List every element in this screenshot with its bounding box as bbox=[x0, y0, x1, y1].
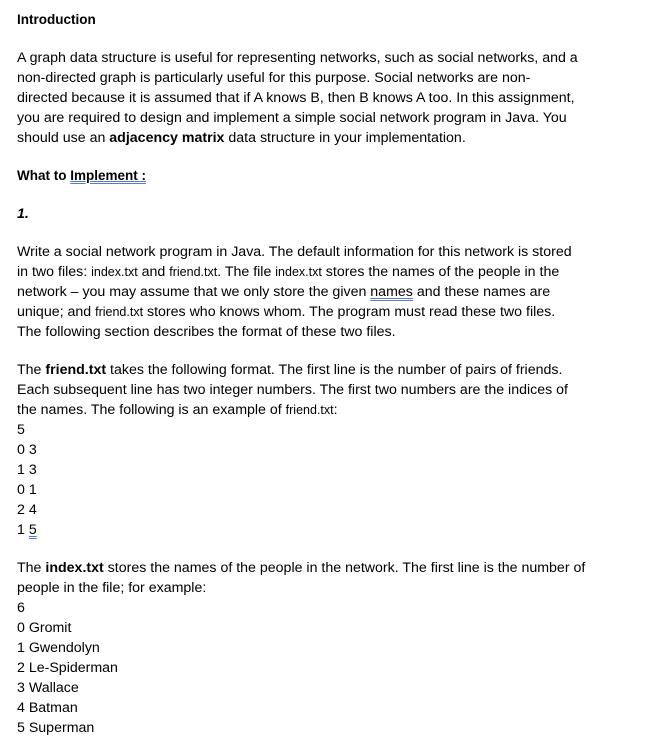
text-run: takes the following format. The first line is the number of pairs of friends. bbox=[106, 362, 563, 378]
heading-part-underlined: Implement : bbox=[70, 168, 147, 183]
intro-paragraph-line: directed because it is assumed that if A knows B, then B knows A too. In this assignment, bbox=[17, 90, 575, 106]
implement-paragraph-line: The following section describes the format of these two files. bbox=[17, 324, 396, 340]
text-run: network – you may assume that we only store the given bbox=[17, 284, 371, 300]
text-run: The bbox=[17, 362, 46, 378]
implement-paragraph-line: Write a social network program in Java. The default information for this network is stored bbox=[17, 244, 572, 260]
friend-paragraph-line bbox=[17, 400, 647, 420]
section-heading-what-to-implement bbox=[17, 166, 647, 186]
document-page bbox=[17, 10, 647, 738]
heading-part: What to bbox=[17, 168, 71, 183]
intro-paragraph-line: A graph data structure is useful for representing networks, such as social networks, and a bbox=[17, 50, 578, 66]
index-example-line: 0 Gromit bbox=[17, 620, 72, 636]
index-example-line: 2 Le-Spiderman bbox=[17, 660, 118, 676]
text-run: stores the names of the people in the bbox=[321, 264, 560, 280]
filename-index-bold: index.txt bbox=[45, 560, 104, 576]
list-item-number: 1. bbox=[17, 206, 29, 222]
friend-example-line: 2 4 bbox=[17, 502, 37, 518]
filename-index: index.txt bbox=[91, 265, 138, 279]
implement-paragraph-line bbox=[17, 282, 647, 302]
friend-example-line: 1 3 bbox=[17, 462, 37, 478]
friend-example-line: 0 1 bbox=[17, 482, 37, 498]
filename-friend-bold: friend.txt bbox=[45, 362, 107, 378]
filename-friend: friend.txt bbox=[285, 403, 334, 417]
intro-paragraph-line: non-directed graph is particularly useful for this purpose. Social networks are non- bbox=[17, 70, 531, 86]
index-paragraph-line bbox=[17, 558, 647, 578]
intro-paragraph-line: you are required to design and implement a simple social network program in Java. You bbox=[17, 110, 567, 126]
index-example-line: 1 Gwendolyn bbox=[17, 640, 100, 656]
text-run: data structure in your implementation. bbox=[224, 130, 466, 146]
text-run: The bbox=[17, 560, 46, 576]
implement-paragraph-line bbox=[17, 262, 647, 282]
text-run: should use an bbox=[17, 130, 110, 146]
index-example-line: 6 bbox=[17, 600, 25, 616]
friend-paragraph-line: Each subsequent line has two integer numbers. The first two numbers are the indices of bbox=[17, 382, 568, 398]
section-heading-introduction: Introduction bbox=[17, 12, 96, 27]
friend-paragraph-line bbox=[17, 360, 647, 380]
text-run: unique; and bbox=[17, 304, 96, 320]
implement-paragraph-line bbox=[17, 302, 647, 322]
filename-friend: friend.txt bbox=[95, 305, 144, 319]
text-run: the names. The following is an example of bbox=[17, 402, 286, 418]
bold-term-adjacency-matrix: adjacency matrix bbox=[109, 130, 225, 146]
text-run: : bbox=[333, 402, 338, 418]
underlined-word-names: names bbox=[370, 284, 413, 300]
text-run: stores the names of the people in the network. The first line is the number of bbox=[103, 560, 586, 576]
index-example-line: 3 Wallace bbox=[17, 680, 79, 696]
underlined-number: 5 bbox=[28, 522, 37, 538]
filename-friend: friend.txt bbox=[169, 265, 218, 279]
text-run: stores who knows whom. The program must read these two files. bbox=[143, 304, 556, 320]
text-run: . The file bbox=[217, 264, 276, 280]
filename-index: index.txt bbox=[275, 265, 322, 279]
index-example-line: 4 Batman bbox=[17, 700, 78, 716]
friend-example-line bbox=[17, 520, 647, 540]
text-run: and these names are bbox=[412, 284, 551, 300]
text-run: in two files: bbox=[17, 264, 92, 280]
intro-paragraph-line bbox=[17, 128, 647, 148]
text-run: 1 bbox=[17, 522, 29, 538]
text-run: and bbox=[137, 264, 170, 280]
friend-example-line: 5 bbox=[17, 422, 25, 438]
friend-example-line: 0 3 bbox=[17, 442, 37, 458]
index-example-line: 5 Superman bbox=[17, 720, 95, 736]
index-paragraph-line: people in the file; for example: bbox=[17, 580, 207, 596]
